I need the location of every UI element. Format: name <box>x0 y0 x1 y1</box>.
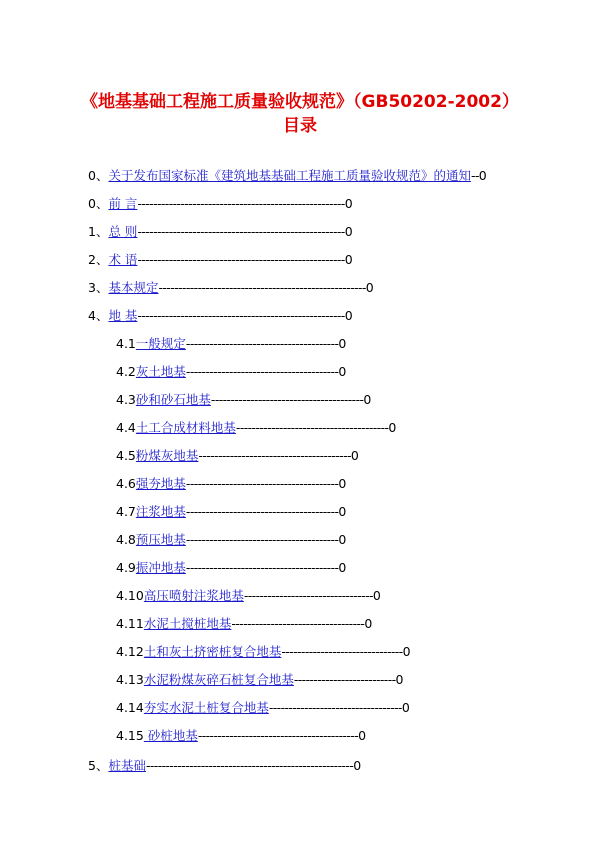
toc-entry-link[interactable]: 水泥土搅桩地基 <box>143 616 232 631</box>
toc-entry-leader: --------------------------------------- <box>185 504 339 519</box>
toc-entry-page-number: 0 <box>358 728 367 743</box>
toc-entry-page-number: 0 <box>401 700 410 715</box>
toc-entry-leader: -------------------------- <box>293 672 396 687</box>
toc-entry-leader: --------------------------------------- <box>185 476 339 491</box>
toc-entry-number: 4.7 <box>116 504 136 519</box>
toc-entry-page-number: 0 <box>338 504 347 519</box>
toc-entry-link[interactable]: 砂和砂石地基 <box>135 392 211 407</box>
toc-entry-number: 0、 <box>88 196 109 211</box>
toc-entry-number: 4.4 <box>116 420 136 435</box>
toc-entry-page-number: 0 <box>478 168 487 183</box>
toc-entry-page-number: 0 <box>338 560 347 575</box>
toc-entry <box>116 390 371 410</box>
toc-entry-number: 1、 <box>88 224 109 239</box>
toc-entry-link[interactable]: 夯实水泥土桩复合地基 <box>143 700 269 715</box>
toc-entry-page-number: 0 <box>402 644 411 659</box>
toc-entry-link[interactable]: 振冲地基 <box>135 560 186 575</box>
toc-entry-number: 4.15 <box>116 728 144 743</box>
toc-entry-link[interactable]: 砂桩地基 <box>143 728 198 743</box>
toc-entry-leader: --------------------------------------- <box>185 532 339 547</box>
toc-entry-leader: --------------------------------- <box>243 588 373 603</box>
toc-entry-page-number: 0 <box>338 336 347 351</box>
toc-entry-leader: ----------------------------------------- <box>197 728 359 743</box>
toc-entry-leader: ----------------------------------------------------- <box>145 758 354 773</box>
toc-entry-link[interactable]: 预压地基 <box>135 532 186 547</box>
toc-entry-page-number: 0 <box>338 476 347 491</box>
toc-entry-link[interactable]: 粉煤灰地基 <box>135 448 199 463</box>
toc-entry <box>116 530 346 550</box>
toc-entry-number: 4.8 <box>116 532 136 547</box>
toc-entry <box>88 250 353 270</box>
toc-entry-number: 4.5 <box>116 448 136 463</box>
toc-entry <box>88 166 487 186</box>
toc-entry-page-number: 0 <box>350 448 359 463</box>
toc-entry-number: 4.9 <box>116 560 136 575</box>
toc-entry-page-number: 0 <box>338 364 347 379</box>
toc-entry <box>116 614 372 634</box>
toc-entry <box>116 586 381 606</box>
toc-entry <box>88 306 353 326</box>
toc-entry-link[interactable]: 土工合成材料地基 <box>135 420 236 435</box>
toc-entry <box>88 194 353 214</box>
toc-entry-link[interactable]: 前 言 <box>108 196 138 211</box>
toc-entry-link[interactable]: 水泥粉煤灰碎石桩复合地基 <box>143 672 294 687</box>
toc-entry-number: 5、 <box>88 758 109 773</box>
toc-entry-page-number: 0 <box>344 196 353 211</box>
toc-entry-link[interactable]: 术 语 <box>108 252 138 267</box>
toc-entry <box>116 362 346 382</box>
toc-entry <box>116 418 396 438</box>
toc-entry-page-number: 0 <box>353 758 362 773</box>
toc-entry <box>116 698 410 718</box>
toc-entry-link[interactable]: 高压喷射注浆地基 <box>143 588 244 603</box>
toc-entry-number: 3、 <box>88 280 109 295</box>
toc-entry-number: 0、 <box>88 168 109 183</box>
toc-entry <box>116 446 359 466</box>
toc-entry-link[interactable]: 土和灰土挤密桩复合地基 <box>143 644 282 659</box>
toc-entry-leader: ----------------------------------------------------- <box>137 196 345 211</box>
toc-entry <box>88 222 353 242</box>
toc-entry <box>116 502 346 522</box>
toc-entry-number: 4.14 <box>116 700 144 715</box>
toc-entry <box>116 726 366 746</box>
toc-entry-leader: --------------------------------------- <box>198 448 351 463</box>
toc-entry-number: 4.3 <box>116 392 136 407</box>
toc-entry-leader: --------------------------------------- <box>235 420 389 435</box>
toc-entry-leader: ----------------------------------------------------- <box>137 308 345 323</box>
toc-entry <box>88 278 374 298</box>
toc-entry-page-number: 0 <box>344 252 353 267</box>
toc-entry-leader: --------------------------------------- <box>210 392 364 407</box>
toc-entry-page-number: 0 <box>363 392 372 407</box>
toc-entry-number: 4、 <box>88 308 109 323</box>
toc-entry-link[interactable]: 总 则 <box>108 224 138 239</box>
toc-entry-link[interactable]: 桩基础 <box>108 758 146 773</box>
toc-entry-link[interactable]: 关于发布国家标准《建筑地基基础工程施工质量验收规范》的通知 <box>108 168 471 183</box>
toc-entry-page-number: 0 <box>365 280 374 295</box>
toc-entry-leader: ----------------------------------------------------- <box>137 252 345 267</box>
toc-entry-link[interactable]: 强夯地基 <box>135 476 186 491</box>
toc-entry-page-number: 0 <box>338 532 347 547</box>
toc-entry-leader: ----------------------------------------------------- <box>158 280 366 295</box>
toc-entry-link[interactable]: 一般规定 <box>135 336 186 351</box>
toc-entry-link[interactable]: 基本规定 <box>108 280 159 295</box>
toc-entry-link[interactable]: 地 基 <box>108 308 138 323</box>
toc-entry-number: 4.13 <box>116 672 144 687</box>
toc-entry-number: 4.2 <box>116 364 136 379</box>
toc-entry-link[interactable]: 灰土地基 <box>135 364 186 379</box>
toc-entry-leader: -- <box>470 168 479 183</box>
toc-entry-leader: ----------------------------------------------------- <box>137 224 345 239</box>
toc-entry <box>116 642 411 662</box>
toc-entry-page-number: 0 <box>364 616 373 631</box>
toc-entry-number: 4.11 <box>116 616 144 631</box>
toc-entry-leader: ------------------------------- <box>281 644 403 659</box>
toc-entry-number: 4.1 <box>116 336 136 351</box>
toc-entry <box>116 558 346 578</box>
toc-entry-leader: ---------------------------------- <box>231 616 365 631</box>
toc-entry <box>116 474 346 494</box>
toc-entry-page-number: 0 <box>344 224 353 239</box>
toc-entry-number: 4.10 <box>116 588 144 603</box>
document-subtitle: 目录 <box>283 116 317 136</box>
toc-entry-page-number: 0 <box>344 308 353 323</box>
toc-entry-page-number: 0 <box>372 588 381 603</box>
toc-entry-number: 4.6 <box>116 476 136 491</box>
toc-entry-number: 4.12 <box>116 644 144 659</box>
toc-entry-page-number: 0 <box>395 672 404 687</box>
toc-entry-page-number: 0 <box>388 420 397 435</box>
toc-entry <box>116 334 346 354</box>
toc-entry-leader: --------------------------------------- <box>185 336 339 351</box>
toc-entry-number: 2、 <box>88 252 109 267</box>
toc-entry-leader: --------------------------------------- <box>185 364 339 379</box>
toc-entry-link[interactable]: 注浆地基 <box>135 504 186 519</box>
toc-entry-leader: ---------------------------------- <box>268 700 402 715</box>
toc-entry-leader: --------------------------------------- <box>185 560 339 575</box>
document-title: 《地基基础工程施工质量验收规范》（GB50202-2002） <box>81 92 519 112</box>
toc-entry <box>116 670 404 690</box>
toc-entry <box>88 756 361 776</box>
